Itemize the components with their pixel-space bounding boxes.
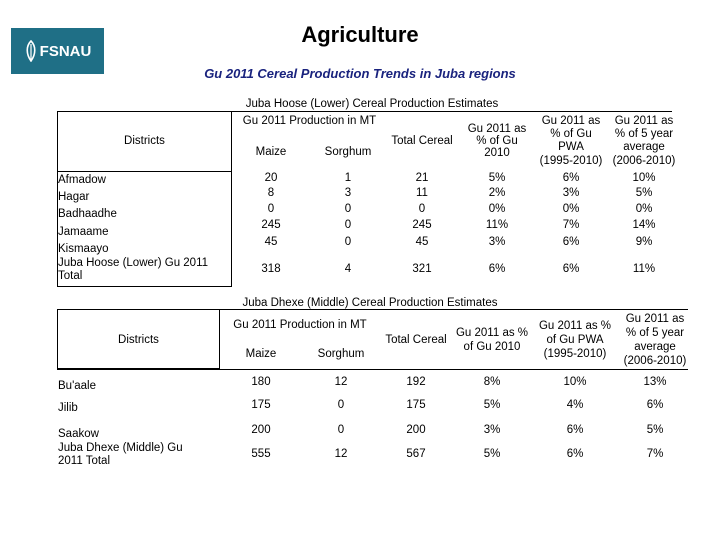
middle-row-pct-pwa: 10% [563,376,587,388]
middle-col-pct-gu-l2: of Gu 2010 [463,341,521,353]
middle-total-total: 567 [406,448,426,460]
lower-row-maize: 45 [264,236,278,248]
lower-row-pct-gu: 3% [488,236,506,248]
lower-row-maize: 0 [267,203,275,215]
middle-col-pct-pwa-l3: (1995-2010) [543,348,607,360]
lower-row-maize: 245 [261,219,281,231]
lower-col-pct-5yr-l1: Gu 2011 as [614,115,674,127]
lower-total-pct-pwa: 6% [562,263,580,275]
page-title: Agriculture [301,22,419,47]
middle-row-pct-pwa: 4% [566,399,584,411]
middle-row-pct-gu: 8% [483,376,501,388]
middle-row-sorghum: 0 [337,424,345,436]
lower-row-total: 245 [412,219,432,231]
lower-total-sorghum: 4 [344,263,352,275]
lower-row-pct-5yr: 0% [635,203,653,215]
middle-total-maize: 555 [251,448,271,460]
lower-table-caption: Juba Hoose (Lower) Cereal Production Estimates [245,98,499,110]
lower-row-pct-5yr: 9% [635,236,653,248]
lower-row-pct-pwa: 6% [562,236,580,248]
middle-row-district: Bu'aale [58,380,97,392]
middle-row-maize: 180 [251,376,271,388]
lower-row-district: Hagar [58,191,90,203]
lower-row-sorghum: 0 [344,236,352,248]
lower-row-sorghum: 1 [344,172,352,184]
lower-col-pct-pwa-l2: % of Gu [550,128,592,140]
middle-row-pct-5yr: 5% [646,424,664,436]
lower-row-pct-pwa: 7% [562,219,580,231]
middle-row-total: 192 [406,376,426,388]
middle-total-label-l2: 2011 Total [58,455,111,467]
middle-row-sorghum: 12 [334,376,348,388]
middle-col-pct-pwa-l2: of Gu PWA [546,334,604,346]
lower-col-sorghum: Sorghum [324,146,372,158]
lower-total-pct-gu: 6% [488,263,506,275]
lower-col-pct-5yr-l2: % of 5 year [614,128,674,140]
lower-row-district: Badhaadhe [58,208,117,220]
lower-col-total: Total Cereal [391,135,453,147]
lower-total-total: 321 [412,263,432,275]
middle-col-pct-5yr-l2: % of 5 year [625,327,685,339]
middle-col-pct-pwa-l1: Gu 2011 as % [538,320,612,332]
lower-row-pct-5yr: 14% [632,219,656,231]
middle-row-district: Saakow [58,428,99,440]
middle-row-total: 175 [406,399,426,411]
middle-row-district: Jilib [58,402,78,414]
middle-col-maize: Maize [245,348,277,360]
lower-row-maize: 20 [264,172,278,184]
middle-row-sorghum: 0 [337,399,345,411]
middle-col-total: Total Cereal [385,334,447,346]
lower-group-header: Gu 2011 Production in MT [242,115,377,127]
lower-col-districts: Districts [124,135,165,147]
lower-total-label-l1: Juba Hoose (Lower) Gu 2011 [58,257,209,269]
lower-col-pct-gu-l2: % of Gu [476,135,518,147]
lower-row-sorghum: 0 [344,219,352,231]
lower-row-pct-pwa: 0% [562,203,580,215]
middle-table-caption: Juba Dhexe (Middle) Cereal Production Estimates [242,297,498,309]
middle-total-pct-pwa: 6% [566,448,584,460]
lower-row-sorghum: 3 [344,187,352,199]
lower-row-maize: 8 [267,187,275,199]
lower-total-label-l2: Total [58,270,83,282]
middle-col-pct-gu-l1: Gu 2011 as % [455,327,529,339]
middle-col-districts: Districts [118,334,159,346]
middle-col-sorghum: Sorghum [317,348,365,360]
lower-row-pct-gu: 2% [488,187,506,199]
lower-row-pct-5yr: 10% [632,172,656,184]
lower-row-total: 45 [415,236,429,248]
middle-col-pct-5yr-l1: Gu 2011 as [625,313,685,325]
lower-row-pct-gu: 0% [488,203,506,215]
lower-col-pct-pwa-l4: (1995-2010) [539,155,603,167]
middle-total-pct-gu: 5% [483,448,501,460]
lower-row-district: Jamaame [58,226,109,238]
middle-group-header: Gu 2011 Production in MT [233,319,367,331]
lower-row-pct-gu: 11% [485,219,509,231]
middle-col-pct-5yr-l4: (2006-2010) [623,355,687,367]
middle-row-pct-gu: 3% [483,424,501,436]
lower-row-district: Afmadow [58,174,106,186]
lower-row-pct-gu: 5% [488,172,506,184]
lower-row-district: Kismaayo [58,243,109,255]
middle-row-pct-pwa: 6% [566,424,584,436]
middle-row-total: 200 [406,424,426,436]
page-subtitle: Gu 2011 Cereal Production Trends in Juba regions [204,66,516,81]
lower-row-total: 0 [418,203,426,215]
middle-row-pct-5yr: 6% [646,399,664,411]
lower-col-pct-pwa-l1: Gu 2011 as [541,115,601,127]
lower-col-maize: Maize [255,146,287,158]
lower-row-pct-pwa: 6% [562,172,580,184]
lower-col-pct-5yr-l4: (2006-2010) [612,155,676,167]
middle-total-label-l1: Juba Dhexe (Middle) Gu [58,442,183,454]
lower-total-pct-5yr: 11% [632,263,656,275]
middle-row-maize: 200 [251,424,271,436]
middle-total-sorghum: 12 [334,448,348,460]
middle-row-pct-gu: 5% [483,399,501,411]
lower-row-total: 11 [416,187,428,199]
lower-header-top-line [57,111,672,112]
lower-col-pct-5yr-l3: average [623,141,665,153]
lower-col-pct-gu-l3: 2010 [484,147,510,159]
lower-total-maize: 318 [261,263,281,275]
logo-text: FSNAU [39,42,92,60]
lower-col-pct-gu-l1: Gu 2011 as [467,123,527,135]
middle-col-pct-5yr-l3: average [634,341,676,353]
lower-row-total: 21 [415,172,429,184]
lower-col-pct-pwa-l3: PWA [558,141,584,153]
middle-row-maize: 175 [251,399,271,411]
lower-row-pct-pwa: 3% [562,187,580,199]
middle-total-pct-5yr: 7% [646,448,664,460]
lower-row-pct-5yr: 5% [635,187,653,199]
middle-row-pct-5yr: 13% [643,376,667,388]
lower-row-sorghum: 0 [344,203,352,215]
middle-header-bottom-line [57,369,688,370]
middle-header-top-line [57,309,688,310]
